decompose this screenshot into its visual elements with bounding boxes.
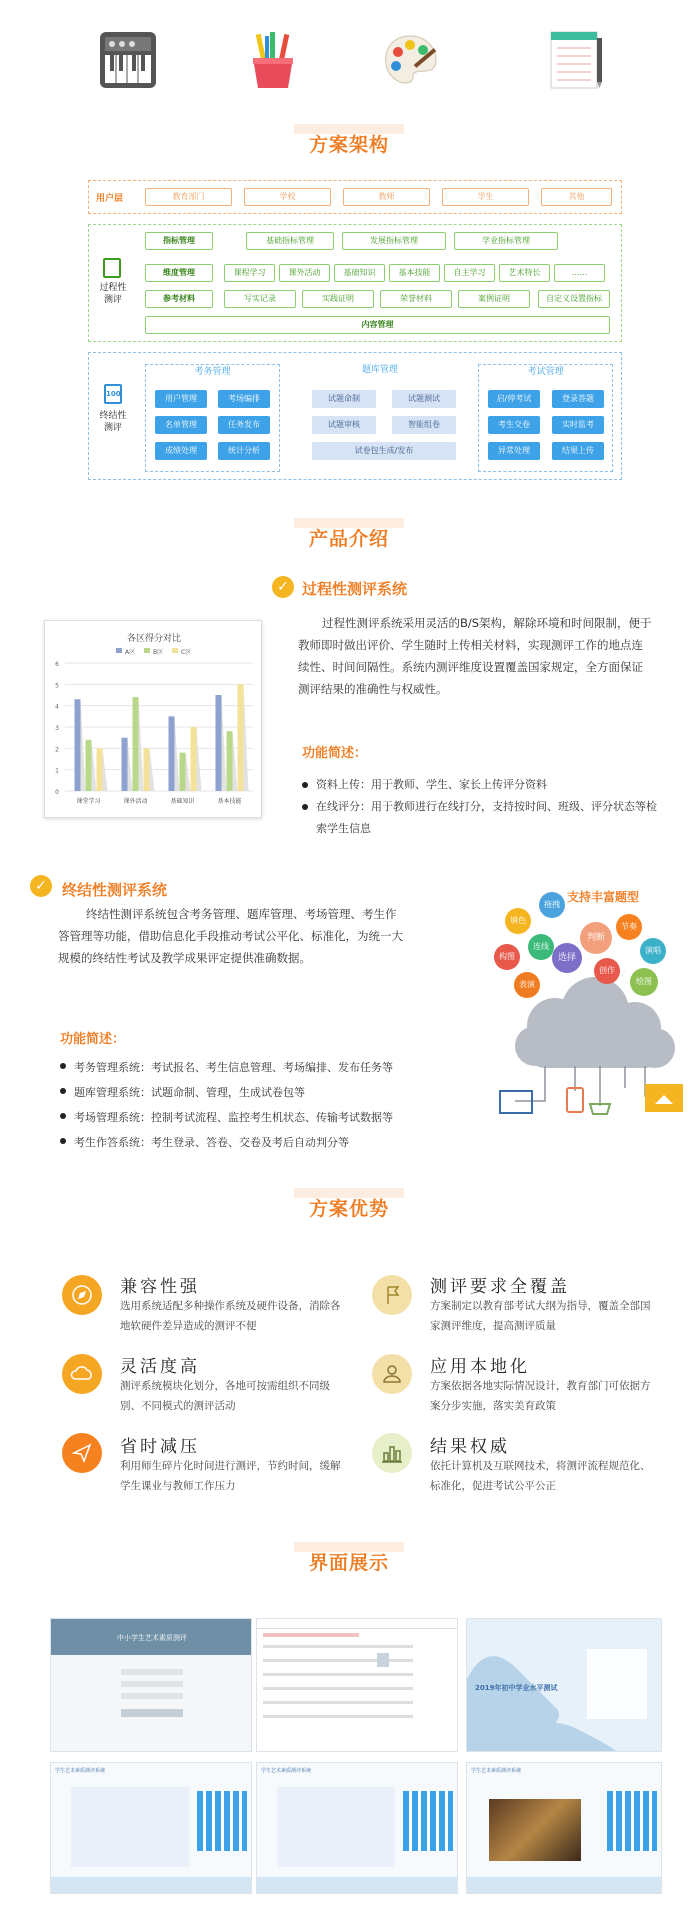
- score-chart: [45, 621, 263, 819]
- exam-item: 任务发布: [218, 416, 270, 434]
- indicator-label: 指标管理: [145, 232, 213, 250]
- process-system-desc: 过程性测评系统采用灵活的B/S架构，解除环境和时间限制，便于教师即时做出评价、学生随时上传相关材料，实现测评工作的地点连续性、时间间隔性。系统内测评维度设置覆盖国家规定，全方面保证测评结果的准确性与权威性。: [298, 616, 652, 696]
- screenshot-answer-1: [50, 1762, 252, 1894]
- exam-item: 考场编排: [218, 390, 270, 408]
- screenshot-answer-3: [466, 1762, 662, 1894]
- bubble-sing: 演唱: [640, 938, 666, 964]
- bar: [227, 731, 233, 791]
- compass-icon: [62, 1275, 102, 1315]
- bar: [191, 727, 197, 791]
- section-title-advantages: 方案优势: [0, 1194, 698, 1221]
- legend-label: C区: [181, 649, 192, 656]
- bubble-drag: 拖拽: [539, 892, 565, 918]
- bar-shadow: [81, 699, 86, 791]
- bar: [144, 748, 150, 791]
- legend-swatch: [144, 648, 150, 653]
- bar-shadow: [139, 697, 144, 791]
- bank-item: 试题审核: [312, 416, 376, 434]
- reference-label: 参考材料: [145, 290, 213, 308]
- bank-item: 试题测试: [392, 390, 456, 408]
- screenshot-test-intro: [466, 1618, 662, 1752]
- notepad-icon: [547, 30, 607, 90]
- final-system-title: 终结性测评系统: [62, 881, 168, 899]
- test-item: 启/停考试: [488, 390, 540, 408]
- answer-header: 学生艺术素质测评系统: [55, 1768, 106, 1774]
- bar: [122, 738, 128, 791]
- bar: [86, 740, 92, 791]
- list-item: 题库管理系统：试题命制、管理，生成试卷包等: [60, 1080, 480, 1105]
- bar-shadow: [233, 731, 238, 791]
- advantage-title: 测评要求全覆盖: [430, 1277, 570, 1297]
- advantage-title: 省时减压: [120, 1437, 200, 1457]
- list-item: 考生作答系统：考生登录、答卷、交卷及考后自动判分等: [60, 1130, 480, 1155]
- advantage-title: 应用本地化: [430, 1357, 530, 1377]
- dimension-item: 自主学习: [444, 264, 495, 282]
- bar-shadow: [128, 738, 133, 791]
- list-item: 考场管理系统：控制考试流程、监控考生机状态、传输考试数据等: [60, 1105, 480, 1130]
- bubble-judge: 判断: [580, 922, 612, 954]
- advantage-desc: 方案依据各地实际情况设计，教育部门可依据方案分步实施，落实美育政策: [430, 1380, 651, 1412]
- bar: [97, 748, 103, 791]
- list-item: 考务管理系统：考试报名、考生信息管理、考场编排、发布任务等: [60, 1055, 480, 1080]
- process-feature-list: [302, 774, 658, 840]
- login-title: 中小学生艺术素质测评: [117, 1634, 187, 1642]
- test-admin-title: 考试管理: [527, 367, 564, 377]
- bar-shadow: [186, 753, 191, 791]
- dimension-item: 基础知识: [334, 264, 385, 282]
- reference-item: 自定义设置指标: [538, 290, 610, 308]
- advantage-title: 兼容性强: [120, 1277, 200, 1297]
- user-item: 学校: [244, 188, 331, 206]
- x-tick-label: 基础知识: [170, 798, 195, 805]
- bubble-rhythm: 节奏: [616, 914, 642, 940]
- section-title-showcase: 界面展示: [0, 1548, 698, 1575]
- indicator-item: 发展指标管理: [342, 232, 446, 250]
- flag-icon: [372, 1275, 412, 1315]
- advantage-title: 结果权威: [430, 1437, 510, 1457]
- y-tick-label: 0: [55, 789, 59, 796]
- bubble-draw: 绘图: [630, 968, 658, 996]
- legend-label: B区: [153, 649, 164, 656]
- bank-item: 试卷包生成/发布: [312, 442, 456, 460]
- bar: [75, 699, 81, 791]
- bubble-connect: 连线: [528, 934, 554, 960]
- chart-card: [44, 620, 262, 818]
- process-func-title: 功能简述：: [302, 746, 368, 761]
- bank-title: 题库管理: [361, 365, 398, 375]
- x-tick-label: 课外活动: [123, 798, 148, 805]
- list-item: 在线评分：用于教师进行在线打分，支持按时间、班级、评分状态等检索学生信息: [302, 796, 658, 840]
- list-item: 资料上传：用于教师、学生、家长上传评分资料: [302, 774, 658, 796]
- exam-item: 用户管理: [155, 390, 207, 408]
- dimension-item: 课外活动: [279, 264, 330, 282]
- bar: [169, 716, 175, 791]
- exam-item: 成绩处理: [155, 442, 207, 460]
- bubble-perform: 表演: [514, 972, 540, 998]
- exam-item: 名单管理: [155, 416, 207, 434]
- bank-item: 试题命制: [312, 390, 376, 408]
- bubble-fill: 填色: [505, 908, 531, 934]
- user-item: 其他: [541, 188, 612, 206]
- bar: [238, 684, 244, 791]
- reference-item: 案例证明: [458, 290, 530, 308]
- legend-swatch: [116, 648, 122, 653]
- bar: [133, 697, 139, 791]
- advantage-desc: 选用系统适配多种操作系统及硬件设备，消除各地软硬件差异造成的测评不便: [120, 1300, 341, 1332]
- x-tick-label: 基本技能: [217, 798, 242, 805]
- reference-item: 荣誉材料: [380, 290, 452, 308]
- section-title-intro: 产品介绍: [0, 524, 698, 551]
- content-management: 内容管理: [145, 316, 610, 334]
- x-tick-label: 课堂学习: [76, 798, 101, 805]
- final-func-title: 功能简述：: [60, 1032, 126, 1047]
- final-system-desc: 终结性测评系统包含考务管理、题库管理、考场管理、考生作答管理等功能，借助信息化手段推动考试公平化、标准化，为统一大规模的终结性考试及教学成果评定提供准确数据。: [58, 907, 403, 965]
- bank-item: 智能组卷: [392, 416, 456, 434]
- advantage-desc: 依托计算机及互联网技术，将测评流程规范化、标准化，促进考试公平公正: [430, 1460, 651, 1492]
- bar: [180, 753, 186, 791]
- y-tick-label: 6: [55, 661, 59, 668]
- test-intro-title: 2019年初中学业水平测试: [475, 1684, 558, 1692]
- check-circle-icon: ✓: [272, 576, 294, 598]
- test-item: 考生交卷: [488, 416, 540, 434]
- test-item: 结果上传: [552, 442, 604, 460]
- bar-shadow: [92, 740, 97, 791]
- screenshot-list: [256, 1618, 458, 1752]
- dimension-item: 艺术特长: [499, 264, 550, 282]
- dimension-item: 课程学习: [224, 264, 275, 282]
- section-title-architecture: 方案架构: [0, 130, 698, 157]
- y-tick-label: 4: [55, 703, 59, 711]
- y-tick-label: 2: [55, 746, 59, 754]
- reference-item: 写实记录: [224, 290, 296, 308]
- bar: [216, 695, 222, 791]
- bar-shadow: [222, 695, 227, 791]
- bubble-choice: 选择: [552, 943, 582, 973]
- advantage-desc: 测评系统模块化划分，各地可按需组织不同级别、不同模式的测评活动: [120, 1380, 330, 1412]
- final-label: 终结性 测评: [99, 411, 127, 433]
- bar-shadow: [175, 716, 180, 791]
- y-tick-label: 5: [55, 682, 59, 690]
- test-item: 登录答题: [552, 390, 604, 408]
- dimension-label: 维度管理: [145, 264, 213, 282]
- user-item: 学生: [442, 188, 529, 206]
- test-item: 实时监考: [552, 416, 604, 434]
- legend-swatch: [172, 648, 178, 653]
- chart-icon: [372, 1433, 412, 1473]
- y-tick-label: 1: [55, 767, 59, 775]
- answer-header: 学生艺术素质测评系统: [471, 1768, 522, 1774]
- check-circle-icon: ✓: [30, 875, 52, 897]
- clipboard-icon: [103, 258, 121, 278]
- indicator-item: 学业指标管理: [454, 232, 558, 250]
- user-item: 教师: [343, 188, 430, 206]
- reference-item: 实践证明: [302, 290, 374, 308]
- y-tick-label: 3: [55, 725, 59, 732]
- score-100-icon: 100: [104, 384, 122, 404]
- pencil-cup-icon: [243, 30, 303, 90]
- bar-shadow: [244, 684, 249, 791]
- send-icon: [62, 1433, 102, 1473]
- user-item: 教育部门: [145, 188, 232, 206]
- advantage-title: 灵活度高: [120, 1357, 200, 1377]
- indicator-item: 基础指标管理: [246, 232, 334, 250]
- screenshot-login: [50, 1618, 252, 1752]
- test-item: 异常处理: [488, 442, 540, 460]
- dimension-item: ......: [554, 264, 605, 282]
- user-icon: [372, 1354, 412, 1394]
- exam-item: 统计分析: [218, 442, 270, 460]
- process-system-title: 过程性测评系统: [302, 580, 408, 598]
- palette-icon: [380, 30, 440, 90]
- dimension-item: 基本技能: [389, 264, 440, 282]
- advantage-desc: 利用师生碎片化时间进行测评，节约时间，缓解学生课业与教师工作压力: [120, 1460, 341, 1492]
- bubble-compose: 构图: [494, 944, 520, 970]
- user-layer-label: 用户层: [96, 194, 124, 204]
- final-feature-list: [60, 1055, 480, 1155]
- answer-header: 学生艺术素质测评系统: [261, 1768, 312, 1774]
- legend-label: A区: [125, 649, 136, 656]
- advantage-desc: 方案制定以教育部考试大纲为指导，覆盖全部国家测评维度，提高测评质量: [430, 1300, 651, 1332]
- bar-shadow: [197, 727, 202, 791]
- cloud-icon: [62, 1354, 102, 1394]
- process-label: 过程性 测评: [99, 283, 127, 305]
- piano-icon: [98, 30, 158, 90]
- exam-admin-title: 考务管理: [194, 367, 231, 377]
- screenshot-answer-2: [256, 1762, 458, 1894]
- cloud-title: 支持丰富题型: [567, 890, 640, 904]
- chart-title: 各区得分对比: [126, 634, 182, 644]
- bubble-create: 创作: [594, 958, 620, 984]
